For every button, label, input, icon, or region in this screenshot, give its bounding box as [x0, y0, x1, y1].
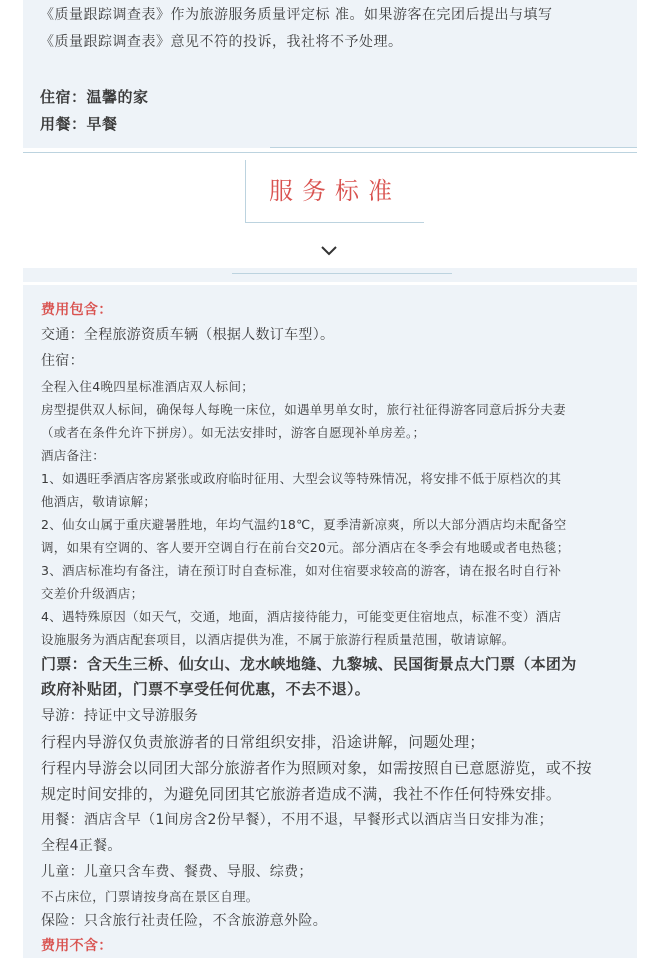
text-line: 行程内导游仅负责旅游者的日常组织安排，沿途讲解，问题处理； — [41, 733, 485, 751]
service-panel — [23, 285, 637, 958]
intro-line-1: 《质量跟踪调查表》作为旅游服务质量评定标 准。如果游客在完团后提出与填写 — [40, 7, 553, 23]
text-line: 4、遇特殊原因（如天气，交通，地面，酒店接待能力，可能变更住宿地点，标准不变）酒店 — [41, 609, 562, 624]
text-line: 全程入住4晚四星标准酒店双人标间； — [41, 379, 255, 394]
text-line: 酒店备注： — [41, 448, 106, 463]
divider-band — [23, 268, 637, 282]
text-line: 交通：全程旅游资质车辆（根据人数订车型）。 — [41, 327, 335, 343]
text-line: 行程内导游会以同团大部分旅游者作为照顾对象，如需按照自已意愿游览，或不按 — [41, 759, 592, 777]
fee-included-heading: 费用包含： — [41, 302, 113, 318]
text-line: 全程4正餐。 — [41, 838, 122, 854]
section-title: 服务标准 — [269, 177, 401, 205]
intro-line-2: 《质量跟踪调查表》意见不符的投诉，我社将不予处理。 — [40, 34, 403, 50]
text-line: 导游：持证中文导游服务 — [41, 708, 199, 724]
text-line: 2、仙女山属于重庆避暑胜地，年均气温约18℃，夏季清新凉爽，所以大部分酒店均未配备空 — [41, 517, 567, 532]
section-title-box — [245, 160, 424, 223]
text-line: 规定时间安排的，为避免同团其它旅游者造成不满，我社不作任何特殊安排。 — [41, 785, 562, 803]
text-line: 儿童：儿童只含车费、餐费、导服、综费； — [41, 864, 313, 880]
text-line: 他酒店，敬请谅解； — [41, 494, 157, 509]
fee-excluded-heading: 费用不含： — [41, 938, 113, 954]
divider — [270, 147, 637, 148]
text-line: 房型提供双人标间，确保每人每晚一床位，如遇单男单女时，旅行社征得游客同意后拆分夫妻 — [41, 402, 566, 417]
intro-panel — [23, 0, 637, 148]
text-line: （或者在条件允许下拼房）。如无法安排时，游客自愿现补单房差。； — [41, 425, 426, 440]
meal-line: 用餐：早餐 — [40, 115, 118, 133]
text-line: 用餐：酒店含早（1间房含2份早餐），不用不退，早餐形式以酒店当日安排为准； — [41, 812, 553, 828]
ticket-line: 政府补贴团，门票不享受任何优惠，不去不退）。 — [41, 680, 371, 698]
text-line: 1、如遇旺季酒店客房紧张或政府临时征用、大型会议等特殊情况，将安排不低于原档次的其 — [41, 471, 562, 486]
stay-line: 住宿：温馨的家 — [40, 88, 149, 106]
ticket-line: 门票：含天生三桥、仙女山、龙水峡地缝、九黎城、民国街景点大门票（本团为 — [41, 655, 577, 673]
text-line: 住宿： — [41, 353, 84, 369]
divider — [232, 273, 452, 274]
text-line: 调，如果有空调的、客人要开空调自行在前台交20元。部分酒店在冬季会有地暖或者电热毯； — [41, 540, 570, 555]
text-line: 3、酒店标准均有备注，请在预订时自查标准，如对住宿要求较高的游客，请在报名时自行补 — [41, 563, 562, 578]
chevron-down-icon — [319, 244, 339, 258]
divider — [23, 152, 637, 153]
text-line: 设施服务为酒店配套项目，以酒店提供为准，不属于旅游行程质量范围，敬请谅解。 — [41, 632, 515, 647]
text-line: 不占床位，门票请按身高在景区自理。 — [41, 889, 259, 904]
text-line: 交差价升级酒店； — [41, 586, 144, 601]
text-line: 保险：只含旅行社责任险，不含旅游意外险。 — [41, 913, 327, 929]
